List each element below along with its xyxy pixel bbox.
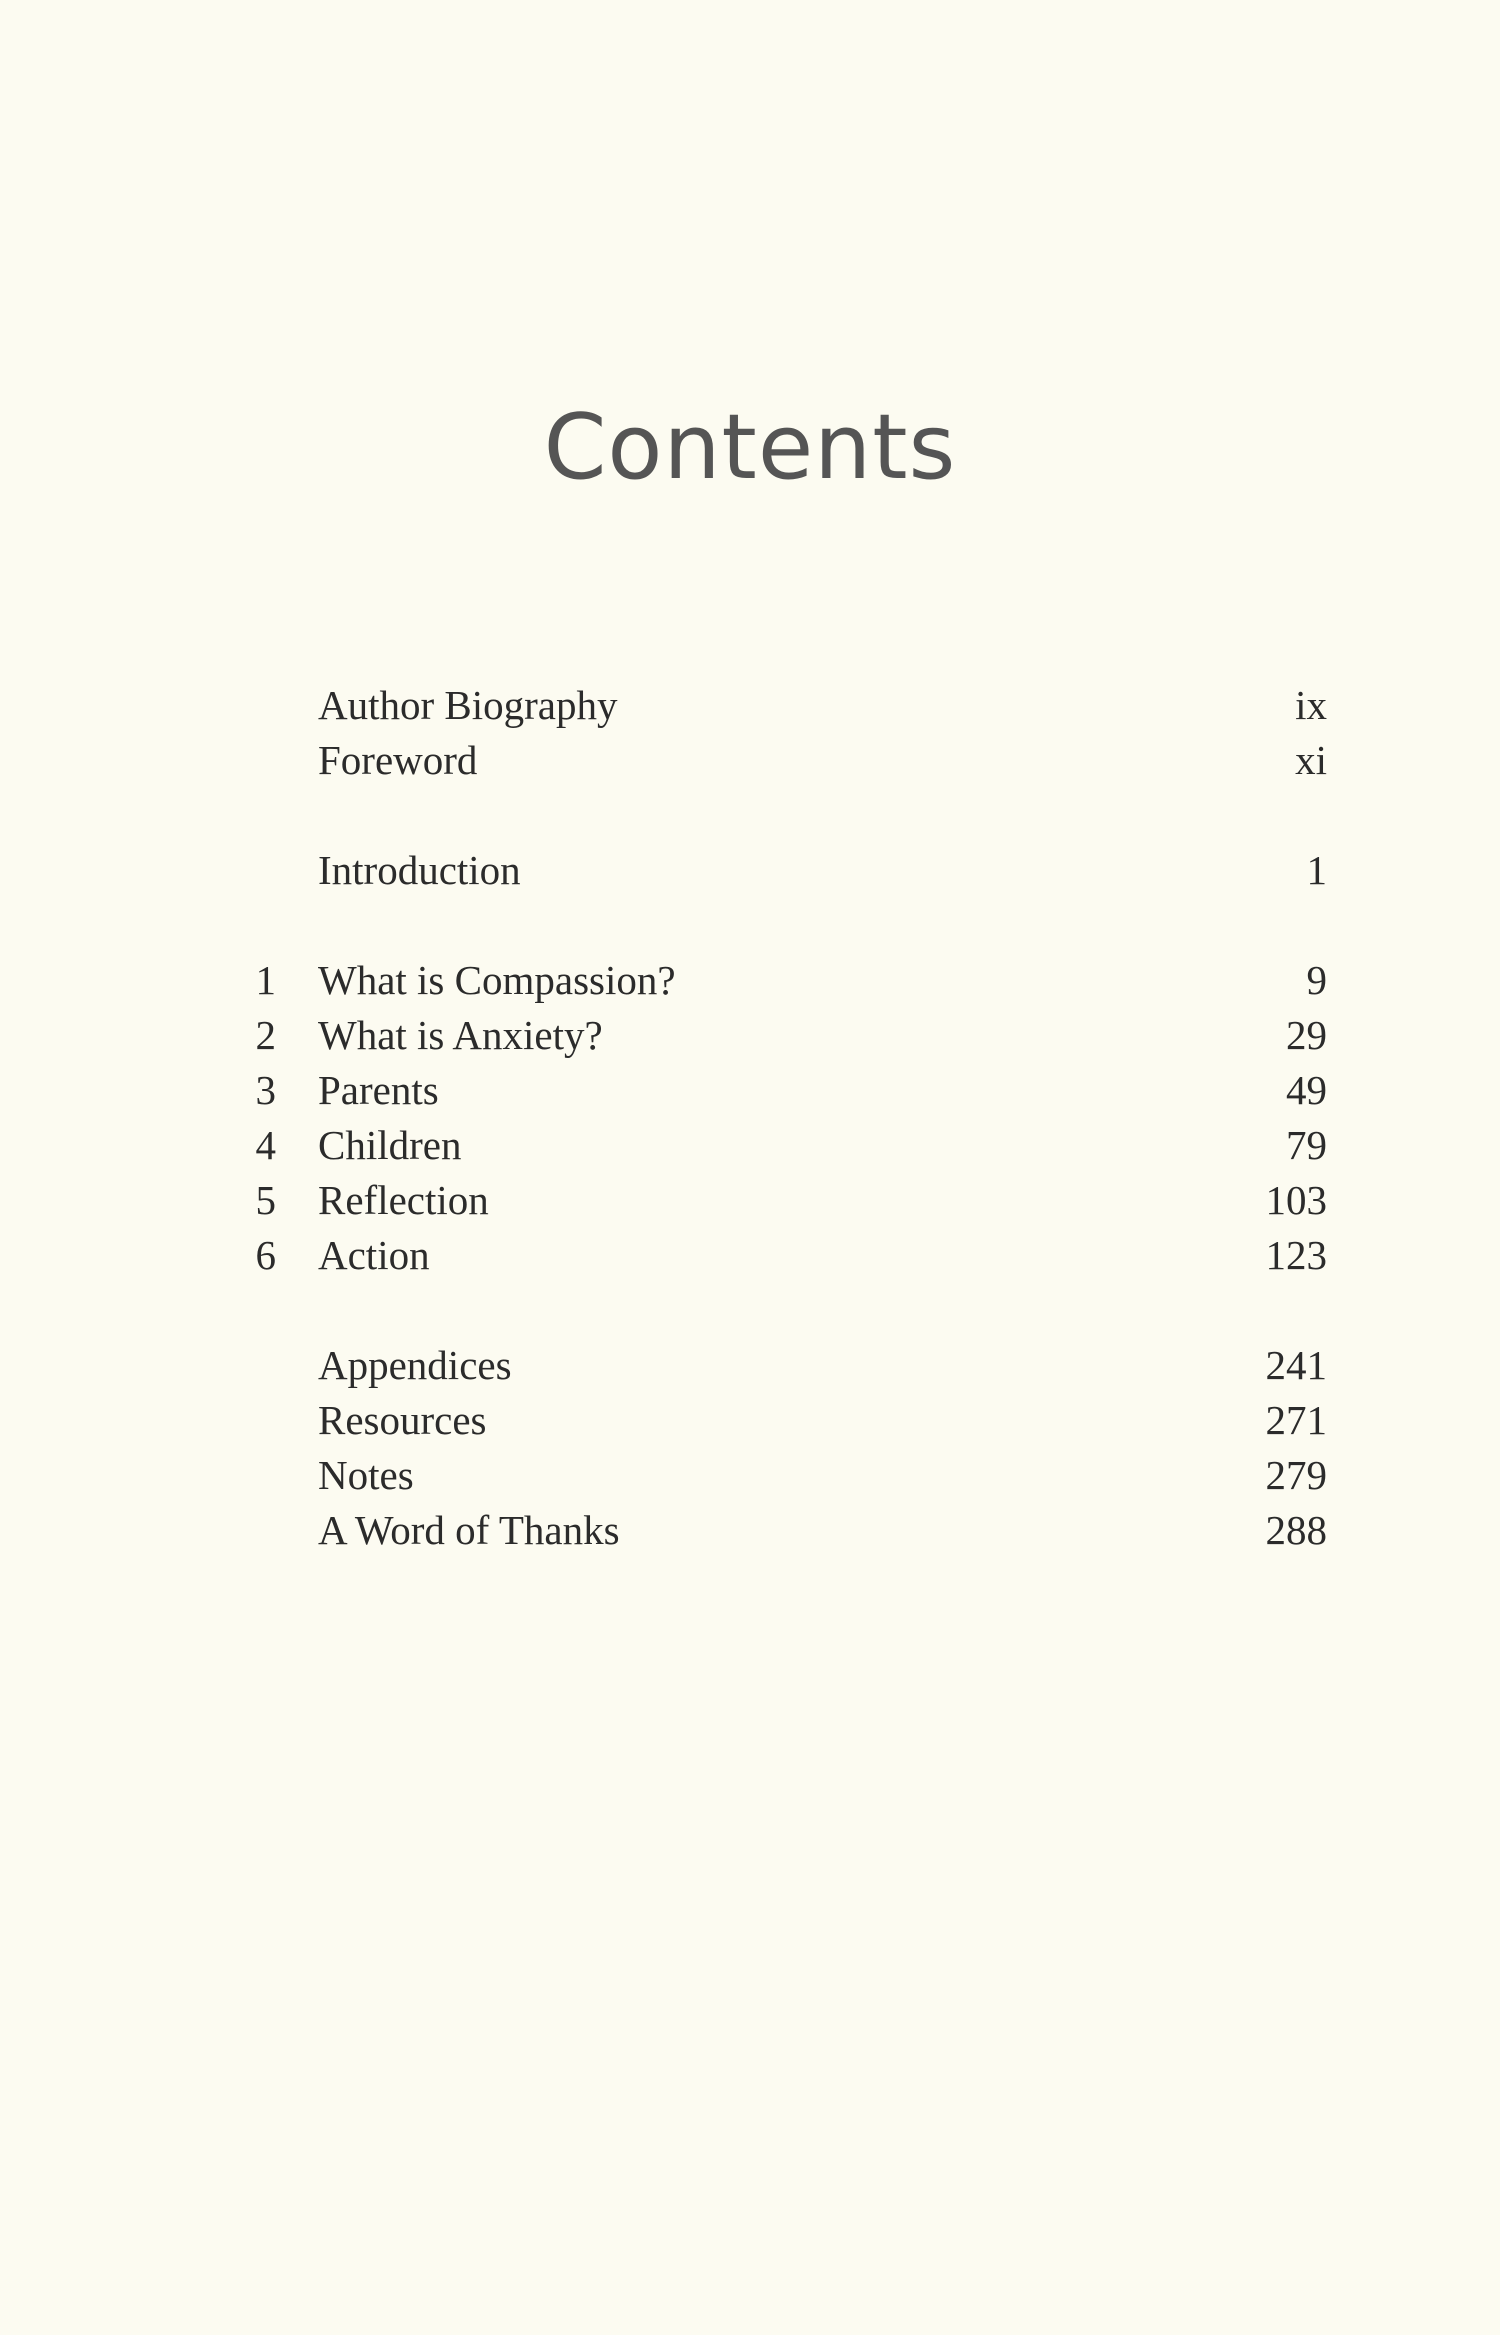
toc-entry-introduction [0,843,1500,898]
toc-entry-page: 241 [1265,1342,1327,1388]
toc-entry-page: 279 [1265,1452,1327,1498]
toc-chapter-4 [0,1118,1500,1173]
toc-entry-page: 1 [1306,847,1327,893]
toc-entry-title: Parents [318,1067,439,1113]
toc-entry-page: xi [1295,737,1327,783]
toc-entry-page: 9 [1306,957,1327,1003]
toc-entry-resources [0,1393,1500,1448]
toc-entry-page: 123 [1265,1232,1327,1278]
toc-entry-title: Reflection [318,1177,489,1223]
chapter-number: 5 [255,1177,276,1223]
toc-entry-page: 271 [1265,1397,1327,1443]
chapter-number: 2 [255,1012,276,1058]
toc-entry-page: 103 [1265,1177,1327,1223]
toc-entry-title: A Word of Thanks [318,1507,620,1553]
chapter-number: 6 [255,1232,276,1278]
toc-entry-foreword [0,733,1500,788]
toc-entry-appendices [0,1338,1500,1393]
toc-entry-title: What is Anxiety? [318,1012,603,1058]
page-title: Contents [543,395,957,500]
toc-entry-title: Introduction [318,847,521,893]
toc-entry-title: Resources [318,1397,487,1443]
toc-chapter-1 [0,953,1500,1008]
toc-entry-title: Appendices [318,1342,512,1388]
chapter-number: 1 [255,957,276,1003]
toc-chapter-6 [0,1228,1500,1283]
toc-entry-notes [0,1448,1500,1503]
toc-entry-title: What is Compassion? [318,957,676,1003]
toc-entry-author-biography [0,678,1500,733]
toc-entry-title: Author Biography [318,682,618,728]
toc-entry-page: ix [1295,682,1327,728]
toc-chapter-2 [0,1008,1500,1063]
toc-entry-title: Action [318,1232,430,1278]
toc-entry-page: 49 [1286,1067,1327,1113]
chapter-number: 4 [255,1122,276,1168]
toc-entry-a-word-of-thanks [0,1503,1500,1558]
toc-entry-title: Notes [318,1452,414,1498]
toc-chapter-5 [0,1173,1500,1228]
toc-chapter-3 [0,1063,1500,1118]
toc-entry-page: 29 [1286,1012,1327,1058]
toc-entry-title: Foreword [318,737,478,783]
toc-entry-page: 79 [1286,1122,1327,1168]
chapter-number: 3 [255,1067,276,1113]
toc-entry-page: 288 [1265,1507,1327,1553]
toc-entry-title: Children [318,1122,462,1168]
